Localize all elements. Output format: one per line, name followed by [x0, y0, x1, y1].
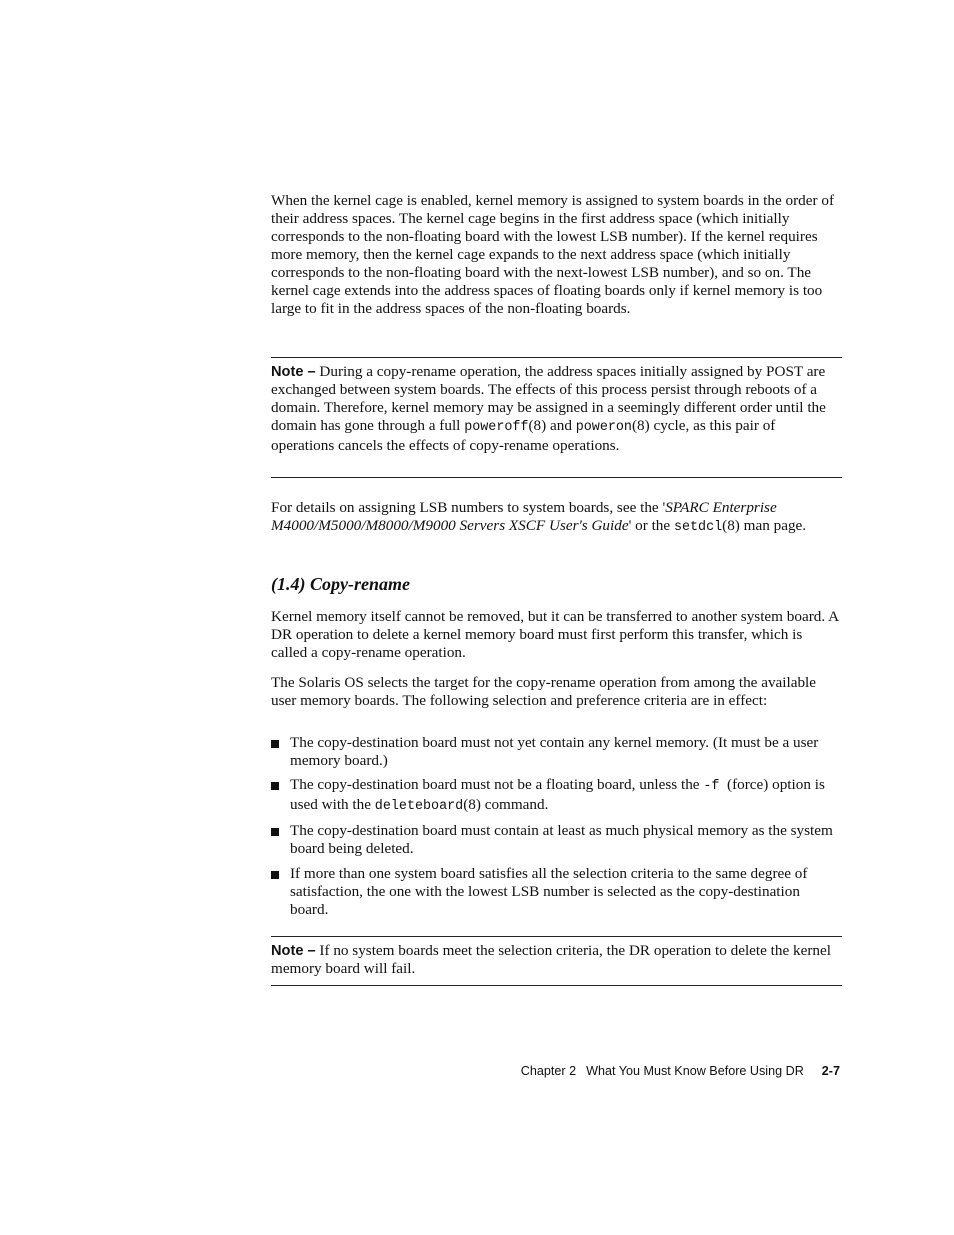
- list-item: [271, 865, 842, 919]
- para-text: For details on assigning LSB numbers to system boards, see the ': [271, 499, 666, 516]
- list-item: [271, 734, 842, 770]
- note-text: During a copy-rename operation, the address spaces initially assigned by POST are exchanged between system boards. The effects of this process persist through reboots of a domain. Therefore, kernel memory may be assigned in a seemingly different order until the domain has gone through a full: [271, 363, 826, 434]
- footer-chapter: Chapter 2: [520, 1064, 577, 1078]
- poweron-command: poweron: [575, 420, 632, 435]
- list-item-text: (force) option is used with the: [290, 776, 829, 813]
- list-item: [271, 822, 842, 858]
- bullet-square-icon: [271, 782, 279, 790]
- lsb-details-paragraph: [271, 499, 842, 537]
- note-label: Note –: [271, 364, 316, 380]
- para-text: (8) man page.: [722, 517, 807, 534]
- bullet-square-icon: [271, 740, 279, 748]
- list-item-text: If more than one system board satisfies all the selection criteria to the same degree of satisfaction, the one with the lowest LSB number is selected as the copy-destination board.: [290, 865, 808, 918]
- note-text: (8) cycle, as this pair of operations cancels the effects of copy-rename operations.: [271, 417, 776, 454]
- book-title: SPARC Enterprise M4000/M5000/M8000/M9000 Servers XSCF User's Guide: [271, 499, 777, 534]
- kernel-cage-paragraph: When the kernel cage is enabled, kernel memory is assigned to system boards in the order of their address spaces. The kernel cage begins in the first address space (which initially corresponds to the non-floating board with the lowest LSB number). If the kernel requires more memory, then the kernel cage expands to the next address space (which initially corresponds to the non-floating board with the next-lowest LSB number), and so on. The kernel cage extends into the address spaces of floating boards only if kernel memory is too large to fit in the address spaces of the non-floating boards.: [271, 192, 835, 317]
- note-text: If no system boards meet the selection criteria, the DR operation to delete the kernel memory board will fail.: [271, 942, 831, 977]
- criteria-list: [271, 734, 842, 919]
- list-item: [271, 776, 842, 816]
- section-heading: (1.4) Copy-rename: [271, 574, 410, 594]
- note-copy-rename: [271, 363, 842, 455]
- kernel-memory-paragraph: Kernel memory itself cannot be removed, but it can be transferred to another system board. A DR operation to delete a kernel memory board must first perform this transfer, which is called a copy-rename operation.: [271, 608, 839, 661]
- note-selection-failure: [271, 942, 842, 978]
- deleteboard-command: deleteboard: [374, 799, 464, 814]
- note-top-rule: [271, 936, 842, 937]
- list-item-text: The copy-destination board must not yet contain any kernel memory. (It must be a user memory board.): [290, 734, 819, 769]
- setdcl-command: setdcl: [673, 520, 723, 535]
- poweroff-command: poweroff: [464, 420, 529, 435]
- footer-title: What You Must Know Before Using DR: [586, 1064, 804, 1078]
- selection-criteria-paragraph: The Solaris OS selects the target for the copy-rename operation from among the available user memory boards. The following selection and preference criteria are in effect:: [271, 674, 817, 709]
- para-text: ' or the: [628, 517, 674, 534]
- page-footer: [521, 1064, 840, 1078]
- note-bottom-rule: [271, 985, 842, 986]
- bullet-square-icon: [271, 871, 279, 879]
- page-number: 2-7: [821, 1064, 840, 1078]
- bullet-square-icon: [271, 828, 279, 836]
- note-bottom-rule: [271, 477, 842, 478]
- force-option: -f: [703, 779, 720, 794]
- note-top-rule: [271, 357, 842, 358]
- note-text: (8) and: [528, 417, 576, 434]
- note-label: Note –: [271, 943, 316, 959]
- list-item-text: The copy-destination board must not be a floating board, unless the: [290, 776, 704, 793]
- list-item-text: (8) command.: [463, 796, 549, 813]
- list-item-text: The copy-destination board must contain at least as much physical memory as the system board being deleted.: [290, 822, 833, 857]
